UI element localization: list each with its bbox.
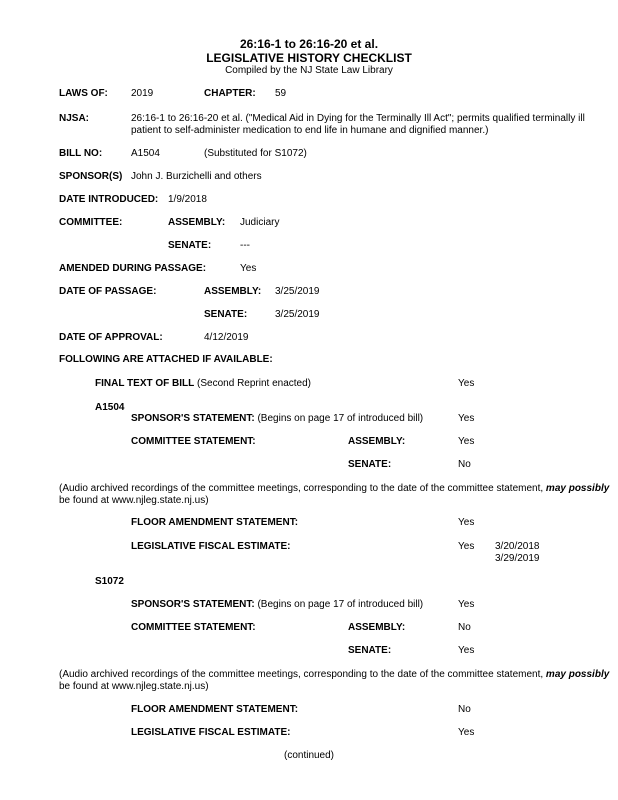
- committee-assembly-label: ASSEMBLY:: [168, 217, 226, 228]
- njsa-label: NJSA:: [59, 113, 90, 124]
- laws-of-value: 2019: [131, 88, 154, 99]
- a1504-audio-note-line-2: be found at www.njleg.state.nj.us): [59, 495, 209, 506]
- s1072-audio-note-line-1: [59, 669, 609, 681]
- s1072-sponsor-note: (Begins on page 17 of introduced bill): [257, 599, 424, 610]
- date-introduced-label: DATE INTRODUCED:: [59, 194, 159, 205]
- a1504-fiscal-value: Yes: [458, 541, 475, 552]
- s1072-senate-value: Yes: [458, 645, 475, 656]
- passage-senate-label: SENATE:: [204, 309, 248, 320]
- a1504-fiscal-label: LEGISLATIVE FISCAL ESTIMATE:: [131, 541, 291, 552]
- following-heading: FOLLOWING ARE ATTACHED IF AVAILABLE:: [59, 354, 273, 365]
- a1504-audio-note-line-1: [59, 483, 609, 495]
- a1504-assembly-label: ASSEMBLY:: [348, 436, 406, 447]
- njsa-line-1: 26:16-1 to 26:16-20 et al. ("Medical Aid in Dying for the Terminally Ill Act"; permits qualified terminally ill: [131, 113, 585, 124]
- s1072-committee-label: COMMITTEE STATEMENT:: [131, 622, 256, 633]
- bill-no-note: (Substituted for S1072): [204, 148, 307, 159]
- a1504-fiscal-date-1: 3/20/2018: [495, 541, 540, 552]
- s1072-sponsor-row: [131, 599, 423, 611]
- amended-label: AMENDED DURING PASSAGE:: [59, 263, 207, 274]
- a1504-committee-label: COMMITTEE STATEMENT:: [131, 436, 256, 447]
- document-subtitle: LEGISLATIVE HISTORY CHECKLIST: [206, 51, 412, 65]
- passage-assembly-label: ASSEMBLY:: [204, 286, 262, 297]
- a1504-floor-label: FLOOR AMENDMENT STATEMENT:: [131, 517, 299, 528]
- date-of-approval-value: 4/12/2019: [204, 332, 249, 343]
- a1504-fiscal-date-2: 3/29/2019: [495, 553, 540, 564]
- chapter-value: 59: [275, 88, 287, 99]
- a1504-sponsor-label: SPONSOR'S STATEMENT:: [131, 413, 255, 424]
- compiled-by: Compiled by the NJ State Law Library: [225, 65, 393, 76]
- s1072-audio-text: (Audio archived recordings of the committee meetings, corresponding to the date of the committee statement,: [59, 669, 546, 680]
- a1504-senate-label: SENATE:: [348, 459, 392, 470]
- laws-of-label: LAWS OF:: [59, 88, 108, 99]
- committee-assembly-value: Judiciary: [240, 217, 280, 228]
- chapter-label: CHAPTER:: [204, 88, 256, 99]
- date-of-passage-label: DATE OF PASSAGE:: [59, 286, 157, 297]
- passage-assembly-value: 3/25/2019: [275, 286, 320, 297]
- s1072-floor-label: FLOOR AMENDMENT STATEMENT:: [131, 704, 299, 715]
- a1504-senate-value: No: [458, 459, 471, 470]
- date-of-approval-label: DATE OF APPROVAL:: [59, 332, 163, 343]
- committee-senate-label: SENATE:: [168, 240, 212, 251]
- passage-senate-value: 3/25/2019: [275, 309, 320, 320]
- document-title: 26:16-1 to 26:16-20 et al.: [239, 37, 379, 51]
- s1072-assembly-label: ASSEMBLY:: [348, 622, 406, 633]
- a1504-sponsor-value: Yes: [458, 413, 475, 424]
- a1504-audio-text: (Audio archived recordings of the committee meetings, corresponding to the date of the committee statement,: [59, 483, 546, 494]
- a1504-floor-value: Yes: [458, 517, 475, 528]
- s1072-senate-label: SENATE:: [348, 645, 392, 656]
- s1072-heading: S1072: [95, 576, 124, 587]
- sponsors-label: SPONSOR(S): [59, 171, 123, 182]
- njsa-line-2: patient to self-administer medication to end life in humane and dignified manner.): [131, 125, 489, 136]
- s1072-assembly-value: No: [458, 622, 471, 633]
- committee-senate-value: ---: [240, 240, 250, 251]
- s1072-fiscal-label: LEGISLATIVE FISCAL ESTIMATE:: [131, 727, 291, 738]
- a1504-sponsor-row: [131, 413, 423, 425]
- s1072-sponsor-value: Yes: [458, 599, 475, 610]
- s1072-floor-value: No: [458, 704, 471, 715]
- s1072-fiscal-value: Yes: [458, 727, 475, 738]
- a1504-audio-emphasis: may possibly: [545, 483, 610, 494]
- final-text-row: [95, 378, 311, 390]
- committee-label: COMMITTEE:: [59, 217, 123, 228]
- a1504-assembly-value: Yes: [458, 436, 475, 447]
- final-text-label: FINAL TEXT OF BILL: [95, 378, 195, 389]
- sponsors-value: John J. Burzichelli and others: [131, 171, 262, 182]
- final-text-note: (Second Reprint enacted): [197, 378, 312, 389]
- s1072-audio-note-line-2: be found at www.njleg.state.nj.us): [59, 681, 209, 692]
- bill-no-value: A1504: [131, 148, 160, 159]
- final-text-value: Yes: [458, 378, 475, 389]
- continued-note: (continued): [283, 750, 335, 761]
- s1072-audio-emphasis: may possibly: [545, 669, 610, 680]
- s1072-sponsor-label: SPONSOR'S STATEMENT:: [131, 599, 255, 610]
- a1504-sponsor-note: (Begins on page 17 of introduced bill): [257, 413, 424, 424]
- amended-value: Yes: [240, 263, 257, 274]
- date-introduced-value: 1/9/2018: [168, 194, 207, 205]
- a1504-heading: A1504: [95, 402, 125, 413]
- bill-no-label: BILL NO:: [59, 148, 103, 159]
